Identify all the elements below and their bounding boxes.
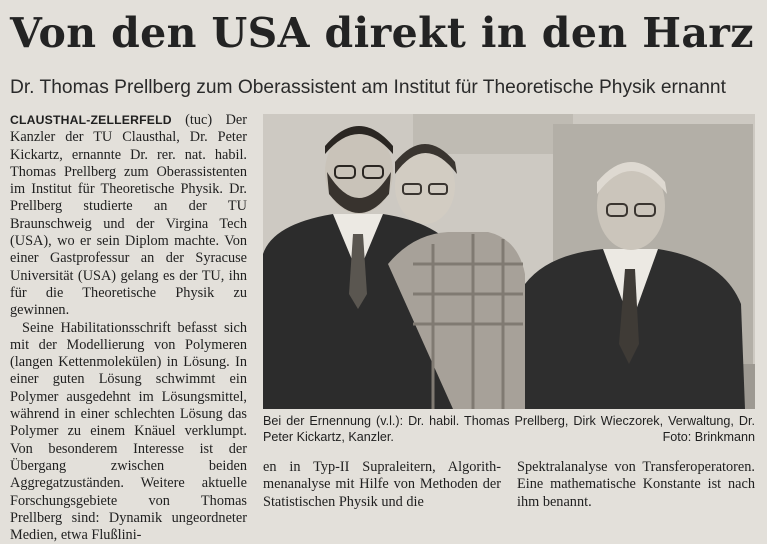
article-photo [263,114,755,409]
dateline: CLAUSTHAL-ZELLERFELD [10,113,172,127]
article-column-middle [263,459,501,511]
photo-credit: Foto: Brinkmann [662,430,755,444]
paragraph-3: en in Typ-II Supraleitern, Algorithmenanalyse mit Hilfe von Methoden der Statistischen Physik und die [263,459,501,510]
paragraph-4: Spektralanalyse von Transferoperatoren. Eine mathematische Konstante ist nach ihm benannt. [517,459,755,510]
caption-text: Bei der Ernennung (v.l.): Dr. habil. Thomas Prellberg, Dirk Wieczorek, Verwaltung, Dr. Peter Kickartz, Kanzler. [263,414,755,444]
photo-caption [263,413,755,445]
subheadline: Dr. Thomas Prellberg zum Oberassistent am Institut für Theoretische Physik ernannt [10,77,726,98]
photo-illustration [263,114,755,409]
article-column-right [517,459,755,511]
paragraph-1-text: (tuc) Der Kanzler der TU Clausthal, Dr. Peter Kickartz, ernannte Dr. rer. nat. habil. Thomas Prellberg zum Oberassistenten im Institut für Theoretische Physik. Dr. Prellberg studierte an der TU Braunschweig und der Virgina Tech (USA), wo er sein Diplom machte. Von einer Gastprofessur an der Syracuse Universität (USA) gelang es der TU, ihn für die Theoretische Physik zu gewinnen. [10,112,248,319]
paragraph-intro [10,112,247,320]
article-column-left [10,112,247,544]
headline: Von den USA direkt in den Harz [10,9,754,57]
paragraph-2: Seine Habilitationsschrift befasst sich mit der Modellierung von Polymeren (langen Kettenmolekülen) in Lösung. In einer guten Lösung schwimmt ein Polymer ausgedehnt im Lösungsmittel, während in einer schlechten Lösung das Polymer zu einem Knäuel verklumpt. Von besonderem Interesse ist der Übergang zwischen beiden Aggregatzuständen. Weitere aktuelle Forschungsgebiete von Thomas Prellberg sind: Dynamik ungeordneter Medien, etwa Flußlini- [10,319,247,544]
